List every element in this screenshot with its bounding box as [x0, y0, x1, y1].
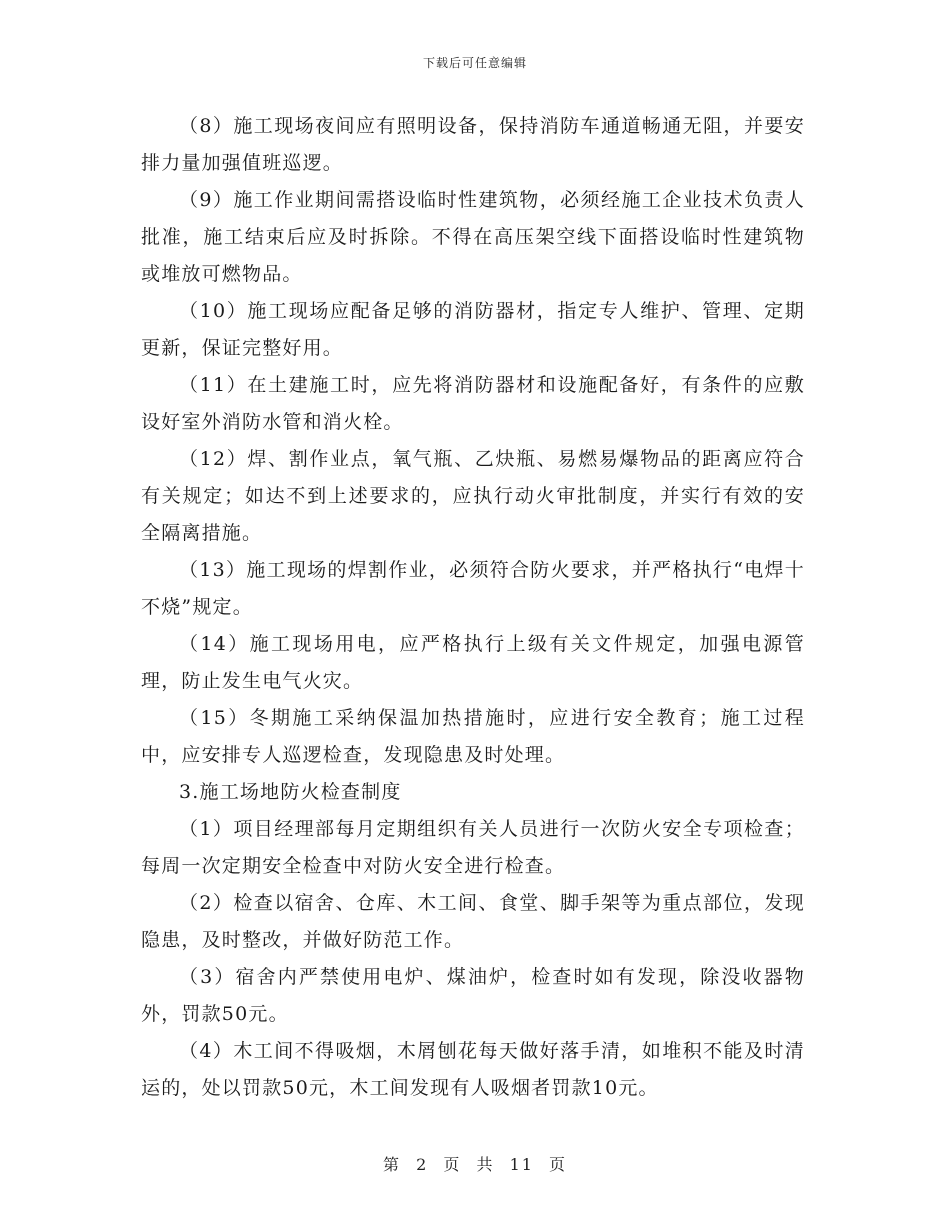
footer-total-pages: 11 — [509, 1155, 534, 1174]
body-content — [141, 108, 805, 1107]
header-note: 下载后可任意编辑 — [422, 56, 527, 70]
paragraph-10: （10）施工现场应配备足够的消防器材，指定专人维护、管理、定期更新，保证完整好用。 — [141, 300, 805, 359]
paragraph-8: （8）施工现场夜间应有照明设备，保持消防车通道畅通无阻，并要安排力量加强值班巡逻。 — [141, 115, 805, 174]
paragraph-12: （12）焊、割作业点，氧气瓶、乙炔瓶、易燃易爆物品的距离应符合有关规定；如达不到上述要求的，应执行动火审批制度，并实行有效的安全隔离措施。 — [141, 448, 805, 544]
footer-prefix: 第 — [382, 1155, 401, 1174]
section-paragraph-2: （2）检查以宿舍、仓库、木工间、食堂、脚手架等为重点部位，发现隐患，及时整改，并做好防范工作。 — [141, 892, 805, 951]
footer-suffix: 页 — [549, 1155, 568, 1174]
paragraph-11: （11）在土建施工时，应先将消防器材和设施配备好，有条件的应敷设好室外消防水管和消火栓。 — [141, 374, 805, 433]
section-paragraph-4: （4）木工间不得吸烟，木屑刨花每天做好落手清，如堆积不能及时清运的，处以罚款50元，木工间发现有人吸烟者罚款10元。 — [141, 1040, 805, 1099]
footer-current-page: 2 — [416, 1155, 429, 1174]
section-paragraph-3: （3）宿舍内严禁使用电炉、煤油炉，检查时如有发现，除没收器物外，罚款50元。 — [141, 966, 805, 1025]
paragraph-9: （9）施工作业期间需搭设临时性建筑物，必须经施工企业技术负责人批准，施工结束后应及时拆除。不得在高压架空线下面搭设临时性建筑物或堆放可燃物品。 — [141, 189, 805, 285]
paragraph-15: （15）冬期施工采纳保温加热措施时，应进行安全教育；施工过程中，应安排专人巡逻检查，发现隐患及时处理。 — [141, 707, 805, 766]
section-heading: 3.施工场地防火检查制度 — [179, 781, 402, 803]
section-paragraph-1: （1）项目经理部每月定期组织有关人员进行一次防火安全专项检查；每周一次定期安全检查中对防火安全进行检查。 — [141, 818, 805, 877]
paragraph-13: （13）施工现场的焊割作业，必须符合防火要求，并严格执行“电焊十不烧”规定。 — [141, 559, 805, 618]
page-footer — [0, 1152, 950, 1175]
footer-page-word: 页 — [443, 1155, 462, 1174]
footer-total-word: 共 — [476, 1155, 495, 1174]
paragraph-14: （14）施工现场用电，应严格执行上级有关文件规定，加强电源管理，防止发生电气火灾。 — [141, 633, 805, 692]
